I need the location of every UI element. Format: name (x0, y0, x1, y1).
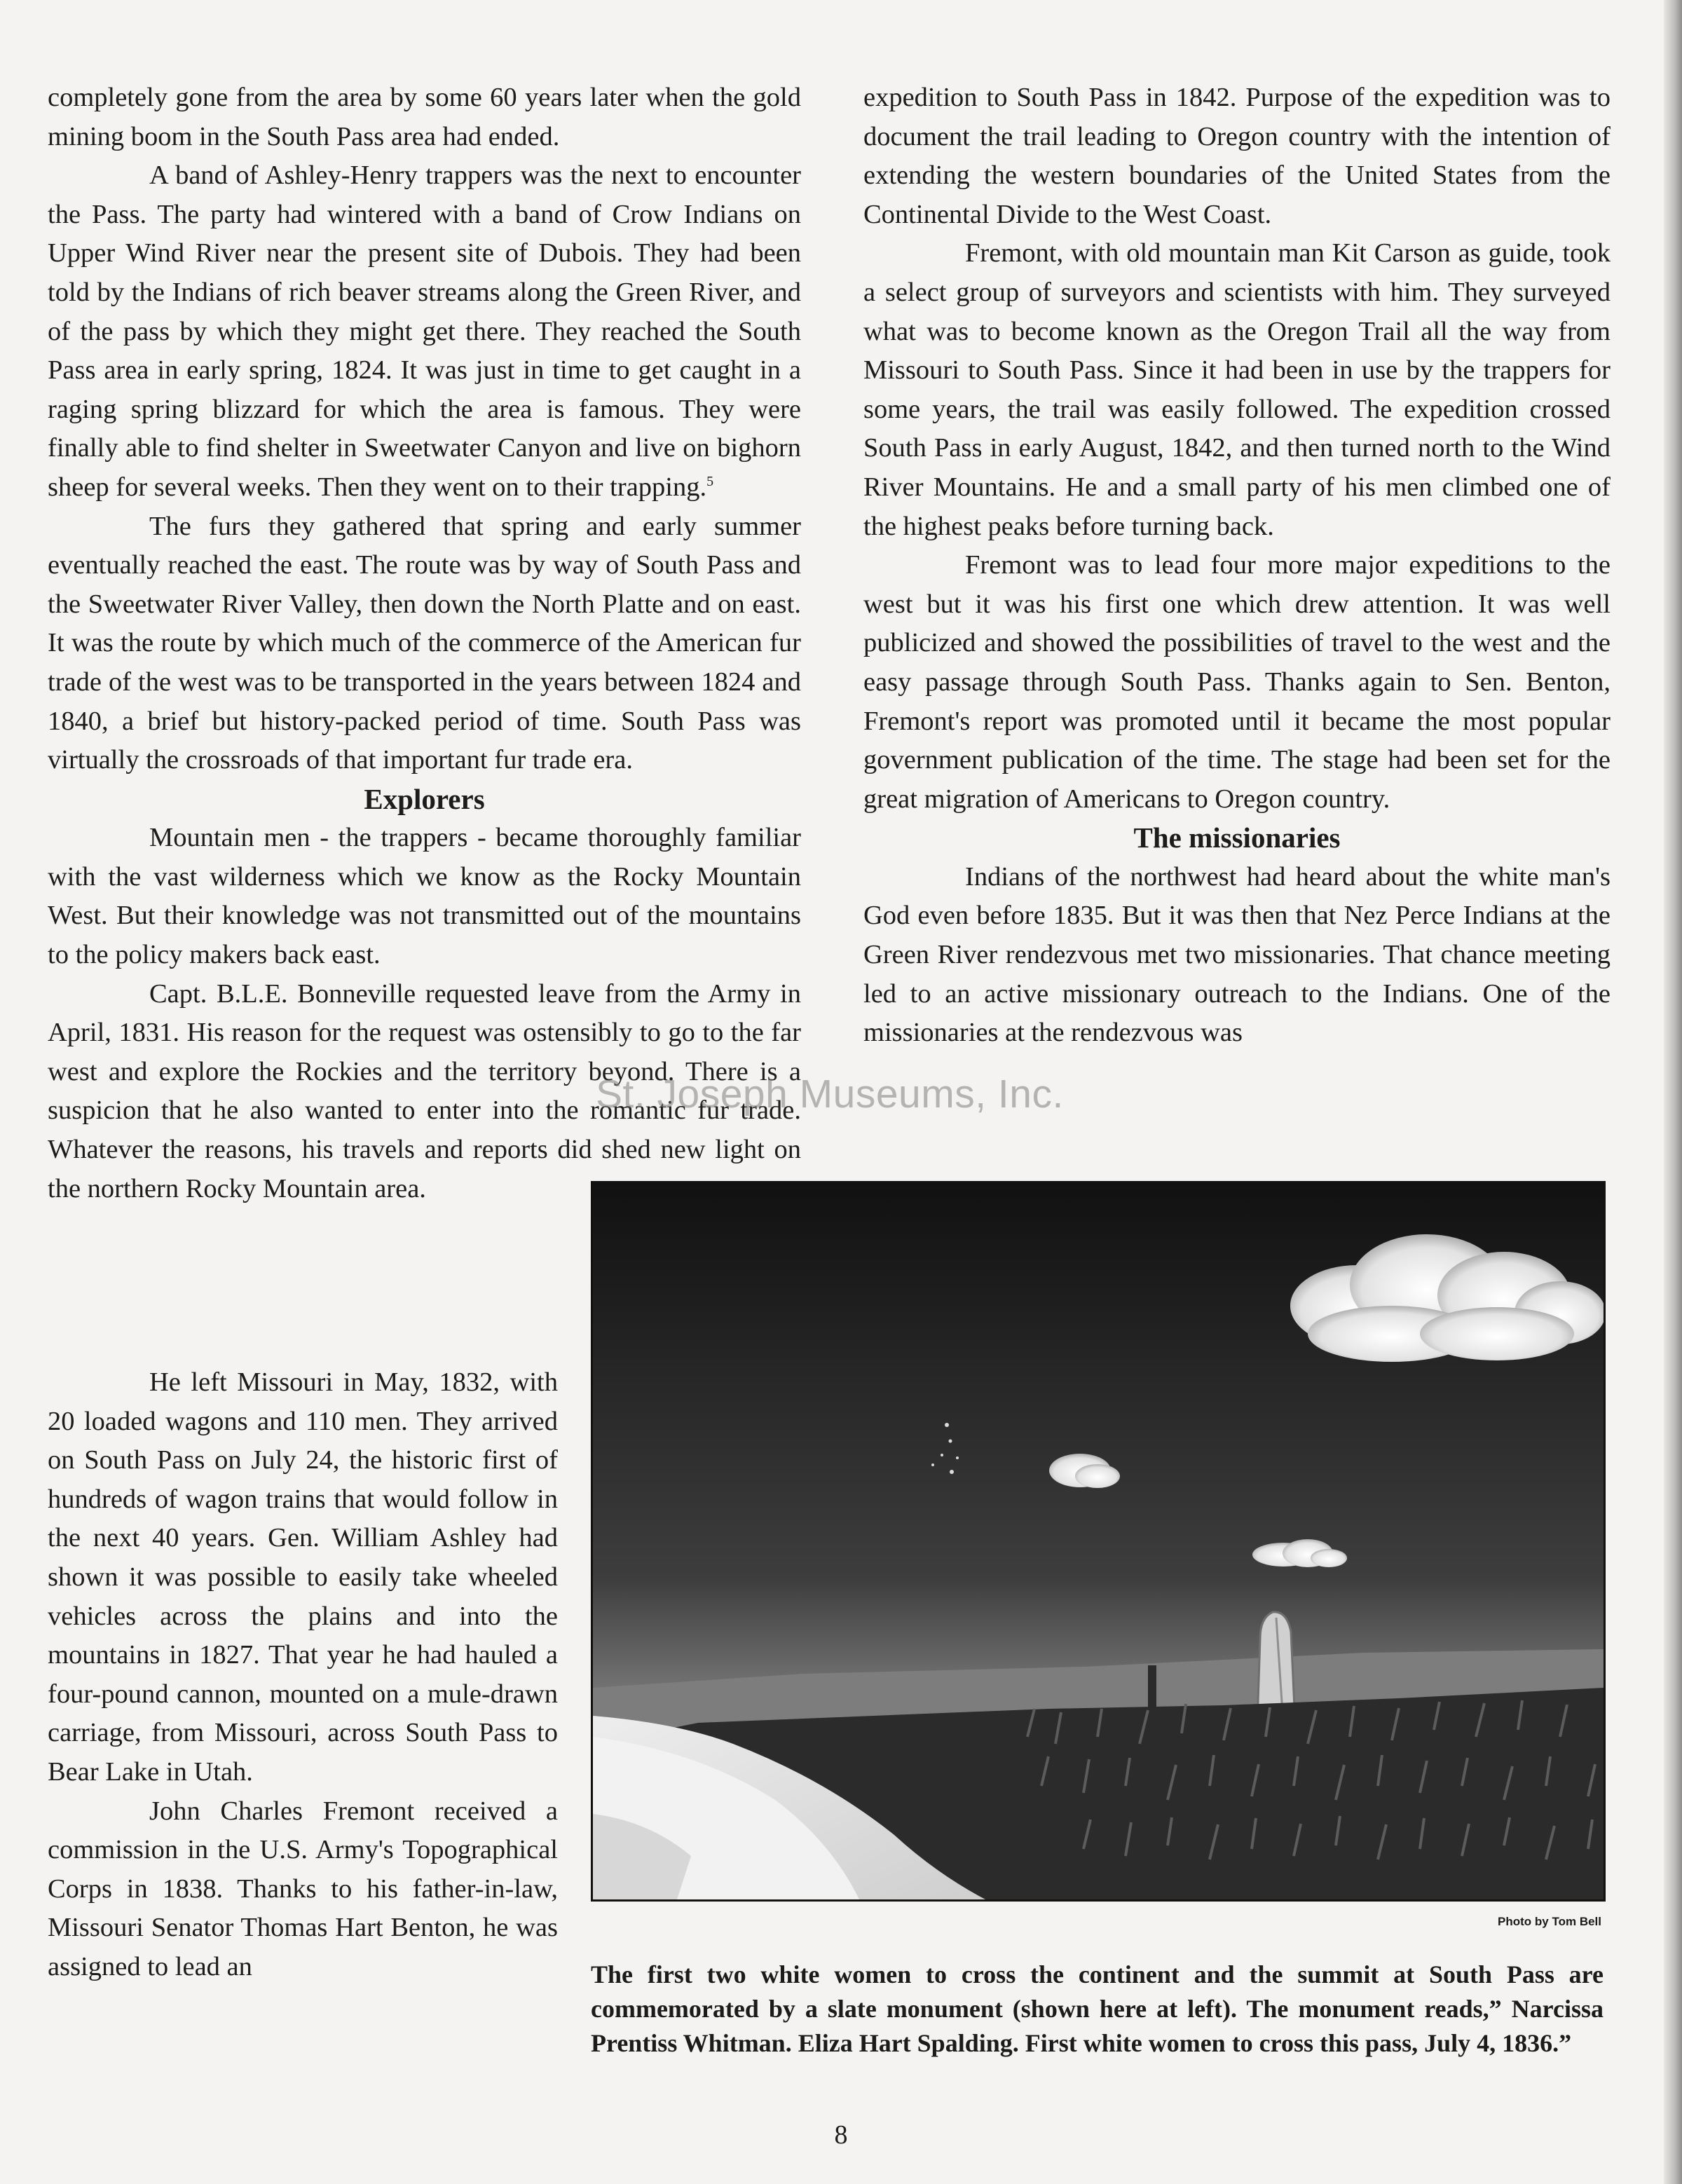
left-column (48, 79, 801, 1208)
watermark: St. Joseph Museums, Inc. (596, 1072, 1064, 1117)
paragraph: Fremont was to lead four more major expeditions to the west but it was his first one which drew attention. It was well publicized and showed the possibilities of travel to the west and the easy passage through South Pass. Thanks again to Sen. Benton, Fremont's report was promoted until it became the most popular government publication of the time. The stage had been set for the great migration of Americans to Oregon country. (863, 550, 1611, 814)
paragraph: John Charles Fremont received a commission in the U.S. Army's Topographical Corps in 1838. Thanks to his father-in-law, Missouri Senator Thomas Hart Benton, he was assigned to lead an (48, 1796, 558, 1981)
south-pass-landscape-image (593, 1183, 1604, 1899)
paragraph-text: A band of Ashley-Henry trappers was the next to encounter the Pass. The party had wintered with a band of Crow Indians on Upper Wind River near the present site of Dubois. They had been told by the Indians of rich beaver streams along the Green River, and of the pass by which they might get there. They reached the South Pass area in early spring, 1824. It was just in time to get caught in a raging spring blizzard for which the area is famous. They were finally able to find shelter in Sweetwater Canyon and live on bighorn sheep for several weeks. Then they went on to their trapping. (48, 161, 801, 502)
section-heading-explorers: Explorers (364, 782, 485, 815)
photo-credit: Photo by Tom Bell (1498, 1915, 1601, 1928)
paragraph: He left Missouri in May, 1832, with 20 loaded wagons and 110 men. They arrived on South Pass on July 24, the historic first of hundreds of wagon trains that would follow in the next 40 years. Gen. William Ashley had shown it was possible to easily take wheeled vehicles across the plains and into the mountains in 1827. That year he had hauled a four-pound cannon, mounted on a mule-drawn carriage, from Missouri, across South Pass to Bear Lake in Utah. (48, 1367, 558, 1787)
paragraph: expedition to South Pass in 1842. Purpose of the expedition was to document the trail leading to Oregon country with the intention of extending the western boundaries of the United States from the Continental Divide to the West Coast. (863, 83, 1611, 229)
monument-photo (591, 1181, 1606, 1902)
paragraph: Indians of the northwest had heard about the white man's God even before 1835. But it was then that Nez Perce Indians at the Green River rendezvous met two missionaries. That chance meeting led to an active missionary outreach to the Indians. One of the missionaries at the rendezvous was (863, 861, 1611, 1048)
paragraph: Mountain men - the trappers - became thoroughly familiar with the vast wilderness which we know as the Rocky Mountain West. But their knowledge was not transmitted out of the mountains to the policy makers back east. (48, 823, 801, 970)
paragraph: Fremont, with old mountain man Kit Carson as guide, took a select group of surveyors and scientists with him. They surveyed what was to become known as the Oregon Trail all the way from Missouri to South Pass. Since it had been in use by the trappers for some years, the trail was easily followed. The expedition crossed South Pass in early August, 1842, and then turned north to the Wind River Mountains. He and a small party of his men climbed one of the highest peaks before turning back. (863, 238, 1611, 541)
section-heading-missionaries: The missionaries (1133, 821, 1341, 854)
right-column (863, 79, 1611, 1053)
left-column-narrow (48, 1363, 558, 1987)
footnote-marker: 5 (706, 474, 714, 490)
photo-caption: The first two white women to cross the continent and the summit at South Pass are commemorated by a slate monument (shown here at left). The monument reads,” Narcissa Prentiss Whitman. Eliza Hart Spalding. First white women to cross this pass, July 4, 1836.” (591, 1960, 1604, 2057)
page-number: 8 (834, 2120, 848, 2150)
paragraph: completely gone from the area by some 60 years later when the gold mining boom in the South Pass area had ended. (48, 83, 801, 151)
paragraph-with-footnote (48, 156, 801, 507)
paragraph: The furs they gathered that spring and early summer eventually reached the east. The route was by way of South Pass and the Sweetwater River Valley, then down the North Platte and on east. It was the route by which much of the commerce of the American fur trade of the west was to be transported in the years between 1824 and 1840, a brief but history-packed period of time. South Pass was virtually the crossroads of that important fur trade era. (48, 511, 801, 775)
paragraph: Capt. B.L.E. Bonneville requested leave from the Army in April, 1831. His reason for the request was ostensibly to go to the far west and explore the Rockies and the territory beyond. There is a suspicion that he also wanted to enter into the romantic fur trade. Whatever the reasons, his travels and reports did shed new light on the northern Rocky Mountain area. (48, 978, 801, 1203)
binding-shadow (1664, 0, 1682, 2184)
